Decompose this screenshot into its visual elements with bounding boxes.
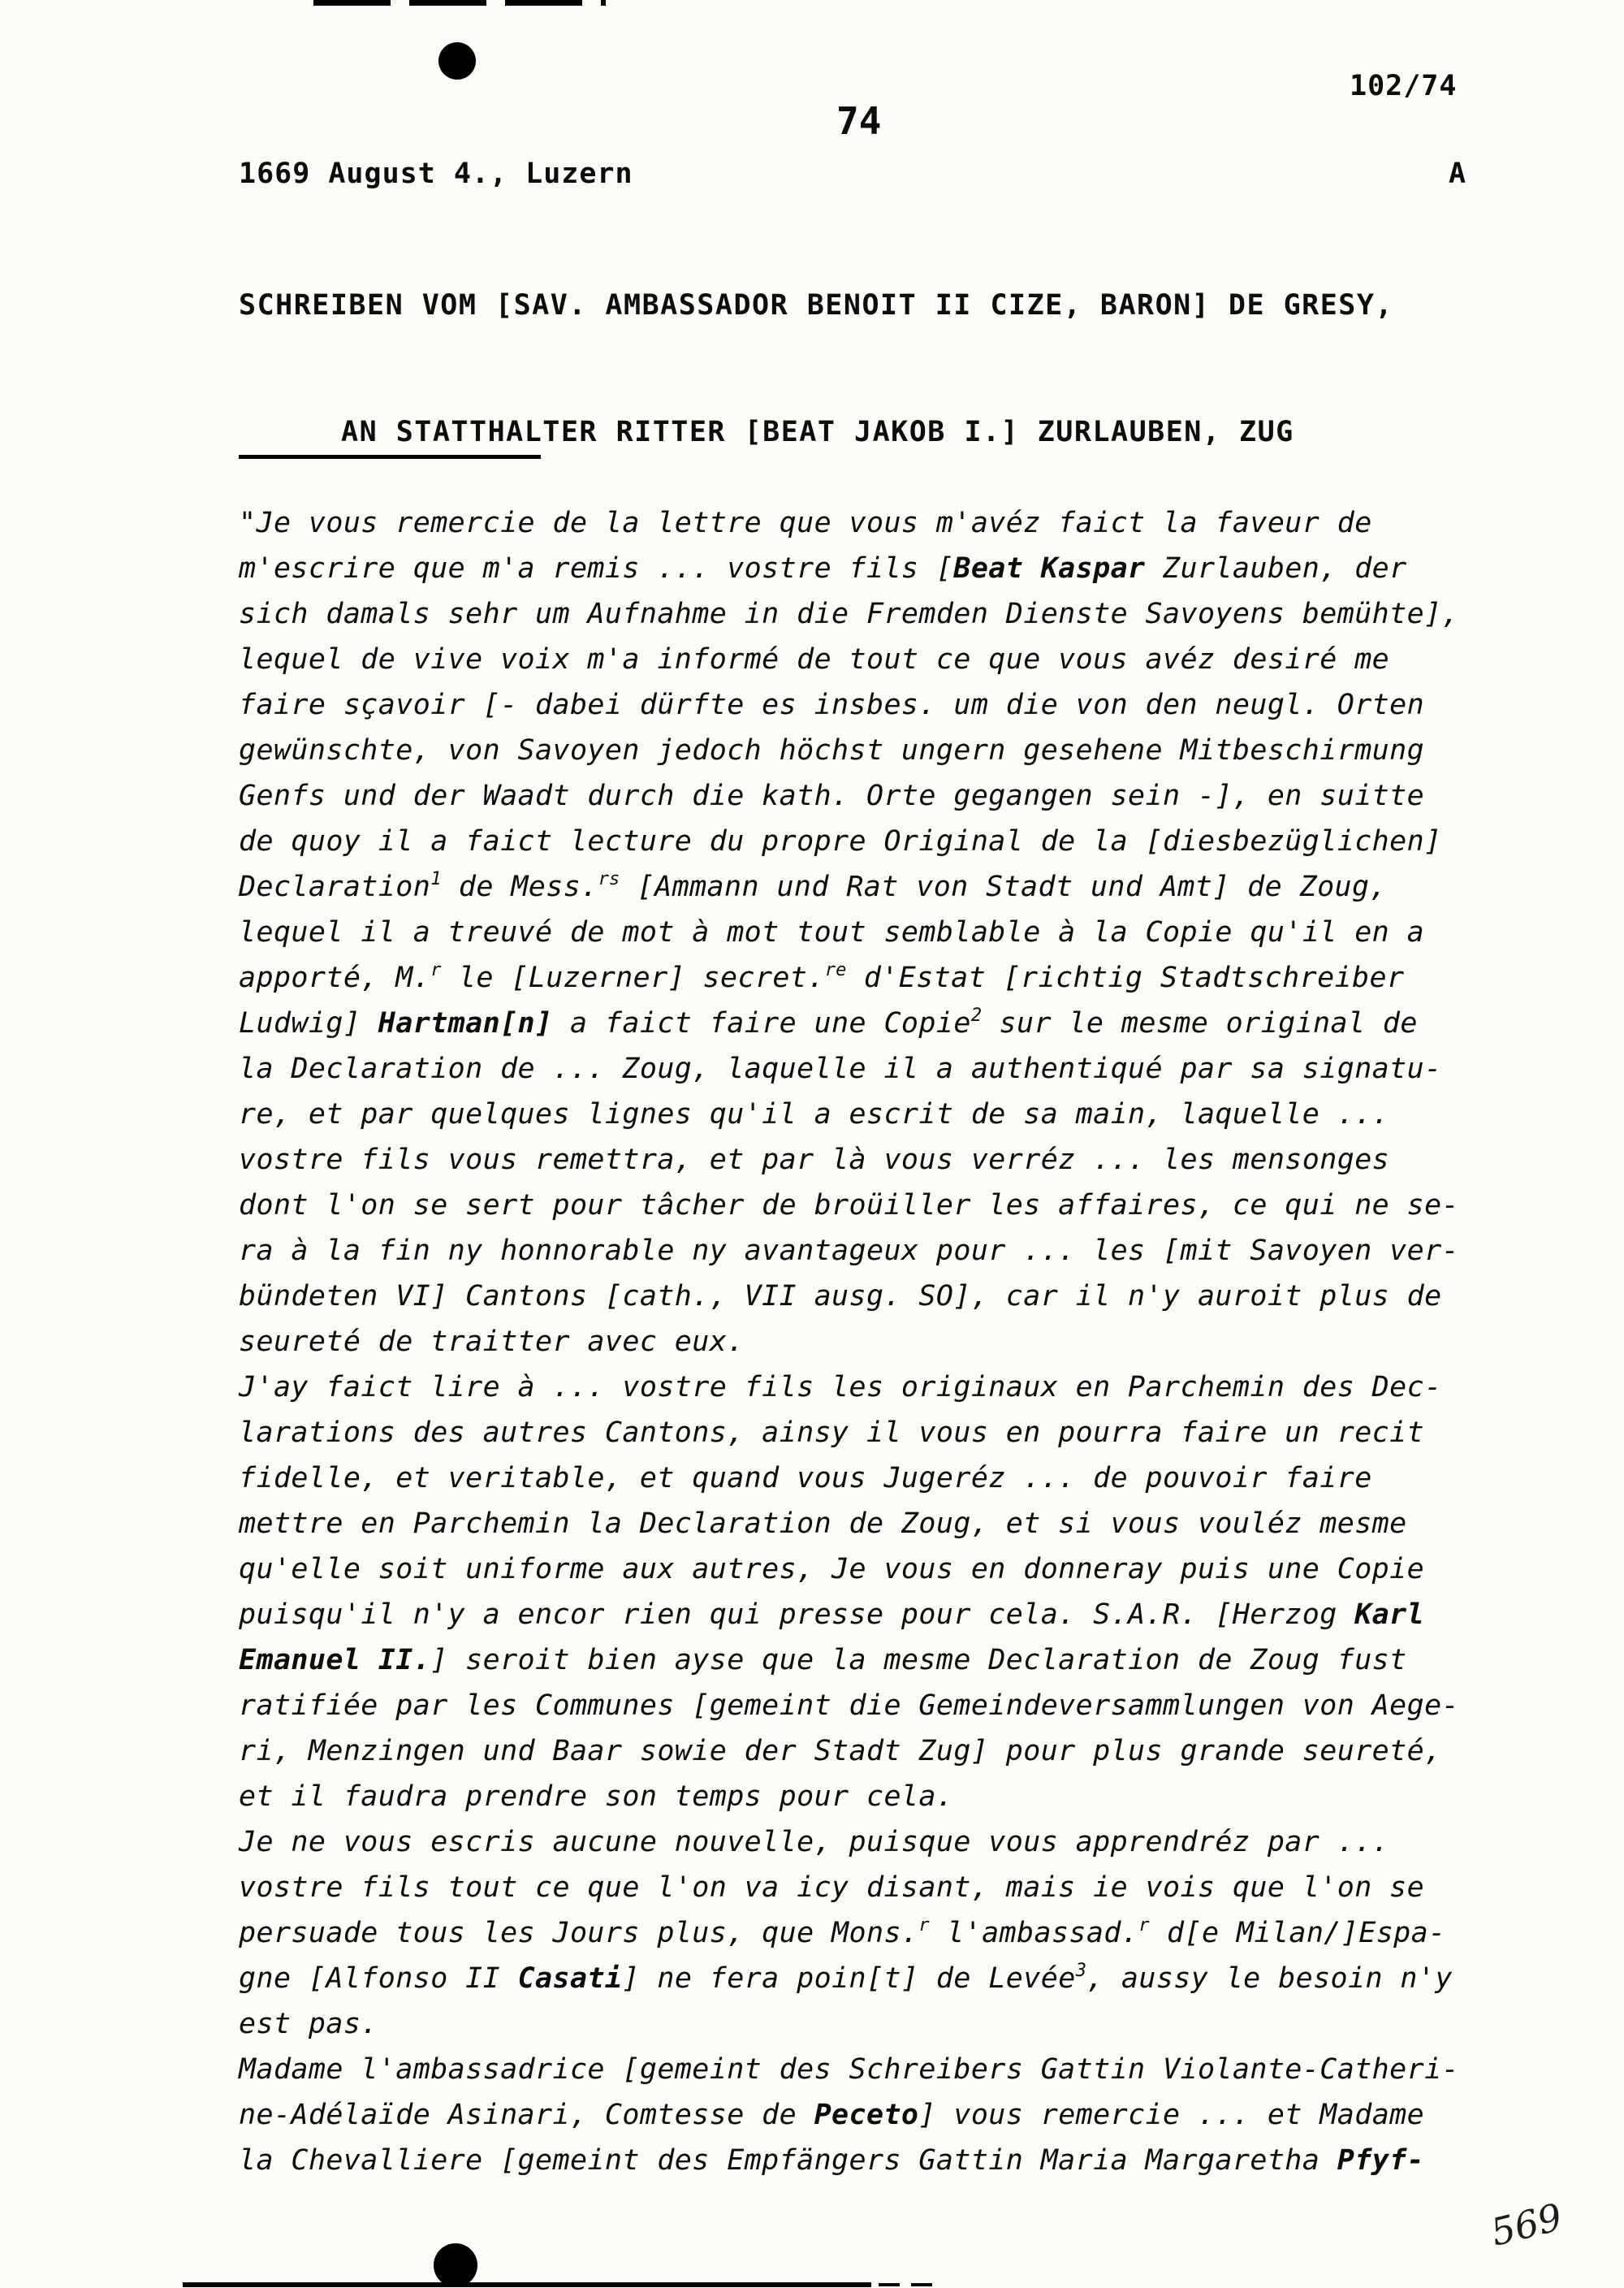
body-line — [239, 1910, 1505, 1956]
body-line — [239, 955, 1505, 1001]
body-segment: l'ambassad. — [929, 1917, 1139, 1949]
body-line — [239, 1046, 1505, 1092]
scan-edge-artifact-bottom — [183, 2282, 871, 2287]
body-segment: de quoy il a faict lecture du propre Original de la [diesbezüglichen] — [239, 825, 1442, 858]
body-segment: est pas. — [239, 2008, 378, 2040]
punch-hole-mark-top — [438, 42, 476, 80]
body-line — [239, 500, 1505, 546]
body-line — [239, 1365, 1505, 1410]
body-segment: ne-Adélaïde Asinari, Comtesse de — [239, 2099, 814, 2131]
body-segment: Madame l'ambassadrice [gemeint des Schreibers Gattin Violante-Catheri- — [239, 2053, 1460, 2086]
body-segment: Pfyf- — [1337, 2144, 1425, 2177]
body-segment: lequel de vive voix m'a informé de tout ce que vous avéz desiré me — [239, 643, 1390, 676]
body-line — [239, 2092, 1505, 2138]
body-segment: ra à la fin ny honnorable ny avantageux pour ... les [mit Savoyen ver- — [239, 1235, 1460, 1267]
body-segment: sich damals sehr um Aufnahme in die Fremden Dienste Savoyens bemühte], — [239, 598, 1460, 630]
heading-rule — [239, 455, 541, 459]
footnote-marker: 3 — [1075, 1961, 1086, 1981]
body-segment: de Mess. — [441, 871, 598, 903]
corner-letter: A — [1449, 158, 1466, 190]
body-segment: vostre fils vous remettra, et par là vous verréz ... les mensonges — [239, 1144, 1390, 1176]
footnote-marker: re — [824, 960, 847, 980]
body-segment: Peceto — [814, 2099, 919, 2131]
body-segment: Beat Kaspar — [953, 552, 1146, 585]
footnote-marker: 2 — [970, 1006, 983, 1026]
footnote-marker: r — [918, 1915, 930, 1936]
body-text — [239, 500, 1505, 2183]
body-segment: gewünschte, von Savoyen jedoch höchst ungern gesehene Mitbeschirmung — [239, 734, 1425, 767]
body-segment: Hartman[n] — [378, 1007, 553, 1040]
body-segment: dont l'on se sert pour tâcher de broüiller les affaires, ce qui ne se- — [239, 1189, 1460, 1222]
body-segment: m'escrire que m'a remis ... vostre fils [ — [239, 552, 954, 585]
body-segment: mettre en Parchemin la Declaration de Zoug, et si vous vouléz mesme — [239, 1507, 1407, 1540]
body-segment: persuade tous les Jours plus, que Mons. — [239, 1917, 919, 1949]
body-line — [239, 1819, 1505, 1865]
body-segment: "Je vous remercie de la lettre que vous m'avéz faict la faveur de — [239, 507, 1372, 539]
body-segment: seureté de traitter avec eux. — [239, 1326, 745, 1358]
body-line — [239, 1455, 1505, 1501]
body-line — [239, 1183, 1505, 1228]
body-segment: faire sçavoir [- dabei dürfte es insbes. um die von den neugl. Orten — [239, 689, 1425, 721]
body-segment: ] seroit bien ayse que la mesme Declaration de Zoug fust — [430, 1644, 1407, 1676]
body-line — [239, 1546, 1505, 1592]
handwritten-page-number: 569 — [1486, 2195, 1567, 2255]
body-line — [239, 1319, 1505, 1365]
body-segment: ] vous remercie ... et Madame — [918, 2099, 1425, 2131]
body-segment: Genfs und der Waadt durch die kath. Orte gegangen sein -], en suitte — [239, 780, 1425, 812]
body-segment: d[e Milan/]Espa- — [1149, 1917, 1446, 1949]
body-line — [239, 1092, 1505, 1137]
body-line — [239, 1865, 1505, 1910]
body-segment: ] ne fera poin[t] de Levée — [622, 1962, 1076, 1995]
body-segment: lequel il a treuvé de mot à mot tout semblable à la Copie qu'il en a — [239, 916, 1425, 949]
body-line — [239, 864, 1505, 910]
body-segment: a faict faire une Copie — [552, 1007, 971, 1040]
body-line — [239, 1728, 1505, 1774]
footnote-marker: 1 — [430, 869, 442, 889]
body-line — [239, 1637, 1505, 1683]
title-line-1: SCHREIBEN VOM [SAV. AMBASSADOR BENOIT II CIZE, BARON] DE GRESY, — [239, 289, 1394, 322]
body-line — [239, 728, 1505, 773]
body-segment: Zurlauben, der — [1145, 552, 1407, 585]
body-segment: et il faudra prendre son temps pour cela. — [239, 1780, 954, 1813]
scan-edge-artifact-top — [313, 0, 606, 6]
body-line — [239, 1774, 1505, 1819]
body-line — [239, 2047, 1505, 2092]
body-segment: la Declaration de ... Zoug, laquelle il a authentiqué par sa signatu- — [239, 1053, 1442, 1085]
body-line — [239, 1956, 1505, 2001]
date-place-line: 1669 August 4., Luzern — [239, 158, 633, 190]
document-reference: 102/74 — [1350, 70, 1458, 102]
body-line — [239, 1137, 1505, 1183]
body-line — [239, 910, 1505, 955]
footnote-marker: r — [430, 960, 442, 980]
body-segment: le [Luzerner] secret. — [441, 962, 825, 994]
body-segment: re, et par quelques lignes qu'il a escrit de sa main, laquelle ... — [239, 1098, 1390, 1131]
scan-edge-artifact-bottom-right — [879, 2283, 935, 2286]
body-segment: Karl — [1354, 1598, 1425, 1631]
body-segment: vostre fils tout ce que l'on va icy disant, mais ie vois que l'on se — [239, 1871, 1425, 1904]
footnote-marker: rs — [598, 869, 620, 889]
body-line — [239, 773, 1505, 819]
body-line — [239, 682, 1505, 728]
body-segment: fidelle, et veritable, et quand vous Jugeréz ... de pouvoir faire — [239, 1462, 1372, 1494]
body-segment: apporté, M. — [239, 962, 431, 994]
page-number: 74 — [836, 99, 882, 143]
body-segment: Ludwig] — [239, 1007, 378, 1040]
body-segment: la Chevalliere [gemeint des Empfängers Gattin Maria Margaretha — [239, 2144, 1337, 2177]
body-line — [239, 1683, 1505, 1728]
body-line — [239, 2138, 1505, 2183]
body-line — [239, 2001, 1505, 2047]
footnote-marker: r — [1138, 1915, 1150, 1936]
body-segment: sur le mesme original de — [982, 1007, 1418, 1040]
body-line — [239, 546, 1505, 591]
body-segment: , aussy le besoin n'y — [1086, 1962, 1453, 1995]
body-segment: bündeten VI] Cantons [cath., VII ausg. SO], car il n'y auroit plus de — [239, 1280, 1442, 1313]
punch-hole-mark-bottom — [434, 2243, 477, 2287]
body-segment: larations des autres Cantons, ainsy il vous en pourra faire un recit — [239, 1416, 1425, 1449]
body-line — [239, 1274, 1505, 1319]
body-line — [239, 819, 1505, 864]
title-line-2: AN STATTHALTER RITTER [BEAT JAKOB I.] ZURLAUBEN, ZUG — [341, 416, 1294, 448]
body-segment: ri, Menzingen und Baar sowie der Stadt Zug] pour plus grande seureté, — [239, 1735, 1442, 1767]
body-line — [239, 1228, 1505, 1274]
body-segment: [Ammann und Rat von Stadt und Amt] de Zoug, — [620, 871, 1387, 903]
body-segment: Emanuel II. — [239, 1644, 431, 1676]
document-title — [239, 200, 1393, 538]
body-segment: Je ne vous escris aucune nouvelle, puisque vous apprendréz par ... — [239, 1826, 1390, 1858]
body-segment: gne [Alfonso II — [239, 1962, 518, 1995]
body-segment: puisqu'il n'y a encor rien qui presse pour cela. S.A.R. [Herzog — [239, 1598, 1355, 1631]
body-segment: J'ay faict lire à ... vostre fils les originaux en Parchemin des Dec- — [239, 1371, 1442, 1404]
body-line — [239, 637, 1505, 682]
body-segment: Declaration — [239, 871, 431, 903]
body-segment: ratifiée par les Communes [gemeint die Gemeindeversammlungen von Aege- — [239, 1689, 1460, 1722]
body-line — [239, 1001, 1505, 1046]
body-line — [239, 1501, 1505, 1546]
body-line — [239, 1592, 1505, 1637]
body-line — [239, 591, 1505, 637]
body-segment: qu'elle soit uniforme aux autres, Je vous en donneray puis une Copie — [239, 1553, 1425, 1585]
body-segment: Casati — [517, 1962, 623, 1995]
body-line — [239, 1410, 1505, 1455]
body-segment: d'Estat [richtig Stadtschreiber — [846, 962, 1405, 994]
